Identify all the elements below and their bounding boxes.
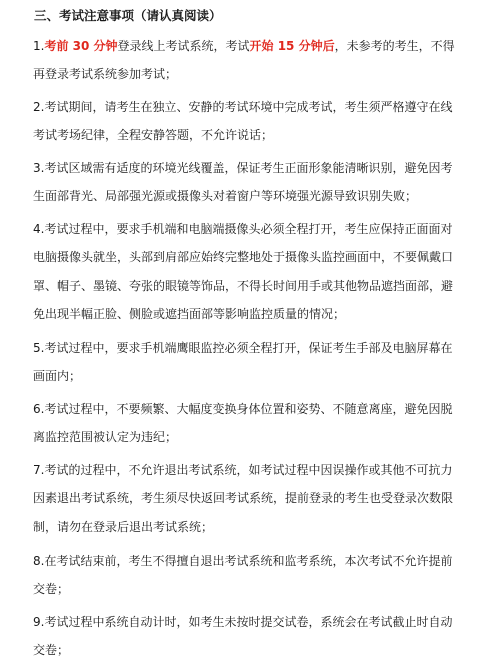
item-1-text-tail: ，未参考的考生，不得: [334, 39, 455, 53]
item-5-line-1: 5.考试过程中，要求手机端鹰眼监控必须全程打开，保证考生手部及电脑屏幕在: [33, 341, 453, 355]
item-8-line-2: 交卷；: [33, 582, 70, 596]
highlight-after-start: 开始 15 分钟后: [249, 39, 335, 53]
item-2-line-1: 2.考试期间，请考生在独立、安静的考试环境中完成考试，考生须严格遵守在线: [33, 100, 453, 114]
item-6-line-1: 6.考试过程中，不要频繁、大幅度变换身体位置和姿势、不随意离座，避免因脱: [33, 402, 453, 416]
item-3-line-2: 生面部背光、局部强光源或摄像头对着窗户等环境强光源导致识别失败；: [33, 189, 418, 203]
item-1-line-1: [33, 37, 455, 55]
item-4-line-1: 4.考试过程中，要求手机端和电脑端摄像头必须全程打开，考生应保持正面面对: [33, 222, 453, 236]
item-3-line-1: 3.考试区域需有适度的环境光线覆盖，保证考生正面形象能清晰识别，避免因考: [33, 161, 453, 175]
item-1-number: 1.: [33, 39, 45, 53]
item-1-line-2: 再登录考试系统参加考试；: [33, 67, 178, 81]
highlight-before-exam: 考前 30 分钟: [44, 39, 118, 53]
item-7-line-1: 7.考试的过程中，不允许退出考试系统，如考试过程中因误操作或其他不可抗力: [33, 463, 453, 477]
item-2-line-2: 考试考场纪律，全程安静答题，不允许说话；: [33, 128, 274, 142]
item-9-line-1: 9.考试过程中系统自动计时，如考生未按时提交试卷，系统会在考试截止时自动: [33, 615, 453, 629]
item-8-line-1: 8.在考试结束前，考生不得擅自退出考试系统和监考系统，本次考试不允许提前: [33, 554, 453, 568]
item-9-line-2: 交卷；: [33, 643, 70, 657]
item-7-line-3: 制，请勿在登录后退出考试系统；: [33, 520, 214, 534]
item-7-line-2: 因素退出考试系统，考生须尽快返回考试系统，提前登录的考生也受登录次数限: [33, 491, 454, 505]
item-4-line-4: 免出现半幅正脸、侧脸或遮挡面部等影响监控质量的情况；: [33, 307, 346, 321]
item-1-text-mid: 登录线上考试系统，考试: [117, 39, 250, 53]
item-6-line-2: 离监控范围被认定为违纪；: [33, 430, 178, 444]
item-4-line-2: 电脑摄像头就坐，头部到肩部应始终完整地处于摄像头监控画面中，不要佩戴口: [33, 250, 454, 264]
item-5-line-2: 画面内；: [33, 369, 82, 383]
item-4-line-3: 罩、帽子、墨镜、夸张的眼镜等饰品，不得长时间用手或其他物品遮挡面部，避: [33, 279, 454, 293]
section-heading: 三、考试注意事项（请认真阅读）: [34, 8, 222, 23]
